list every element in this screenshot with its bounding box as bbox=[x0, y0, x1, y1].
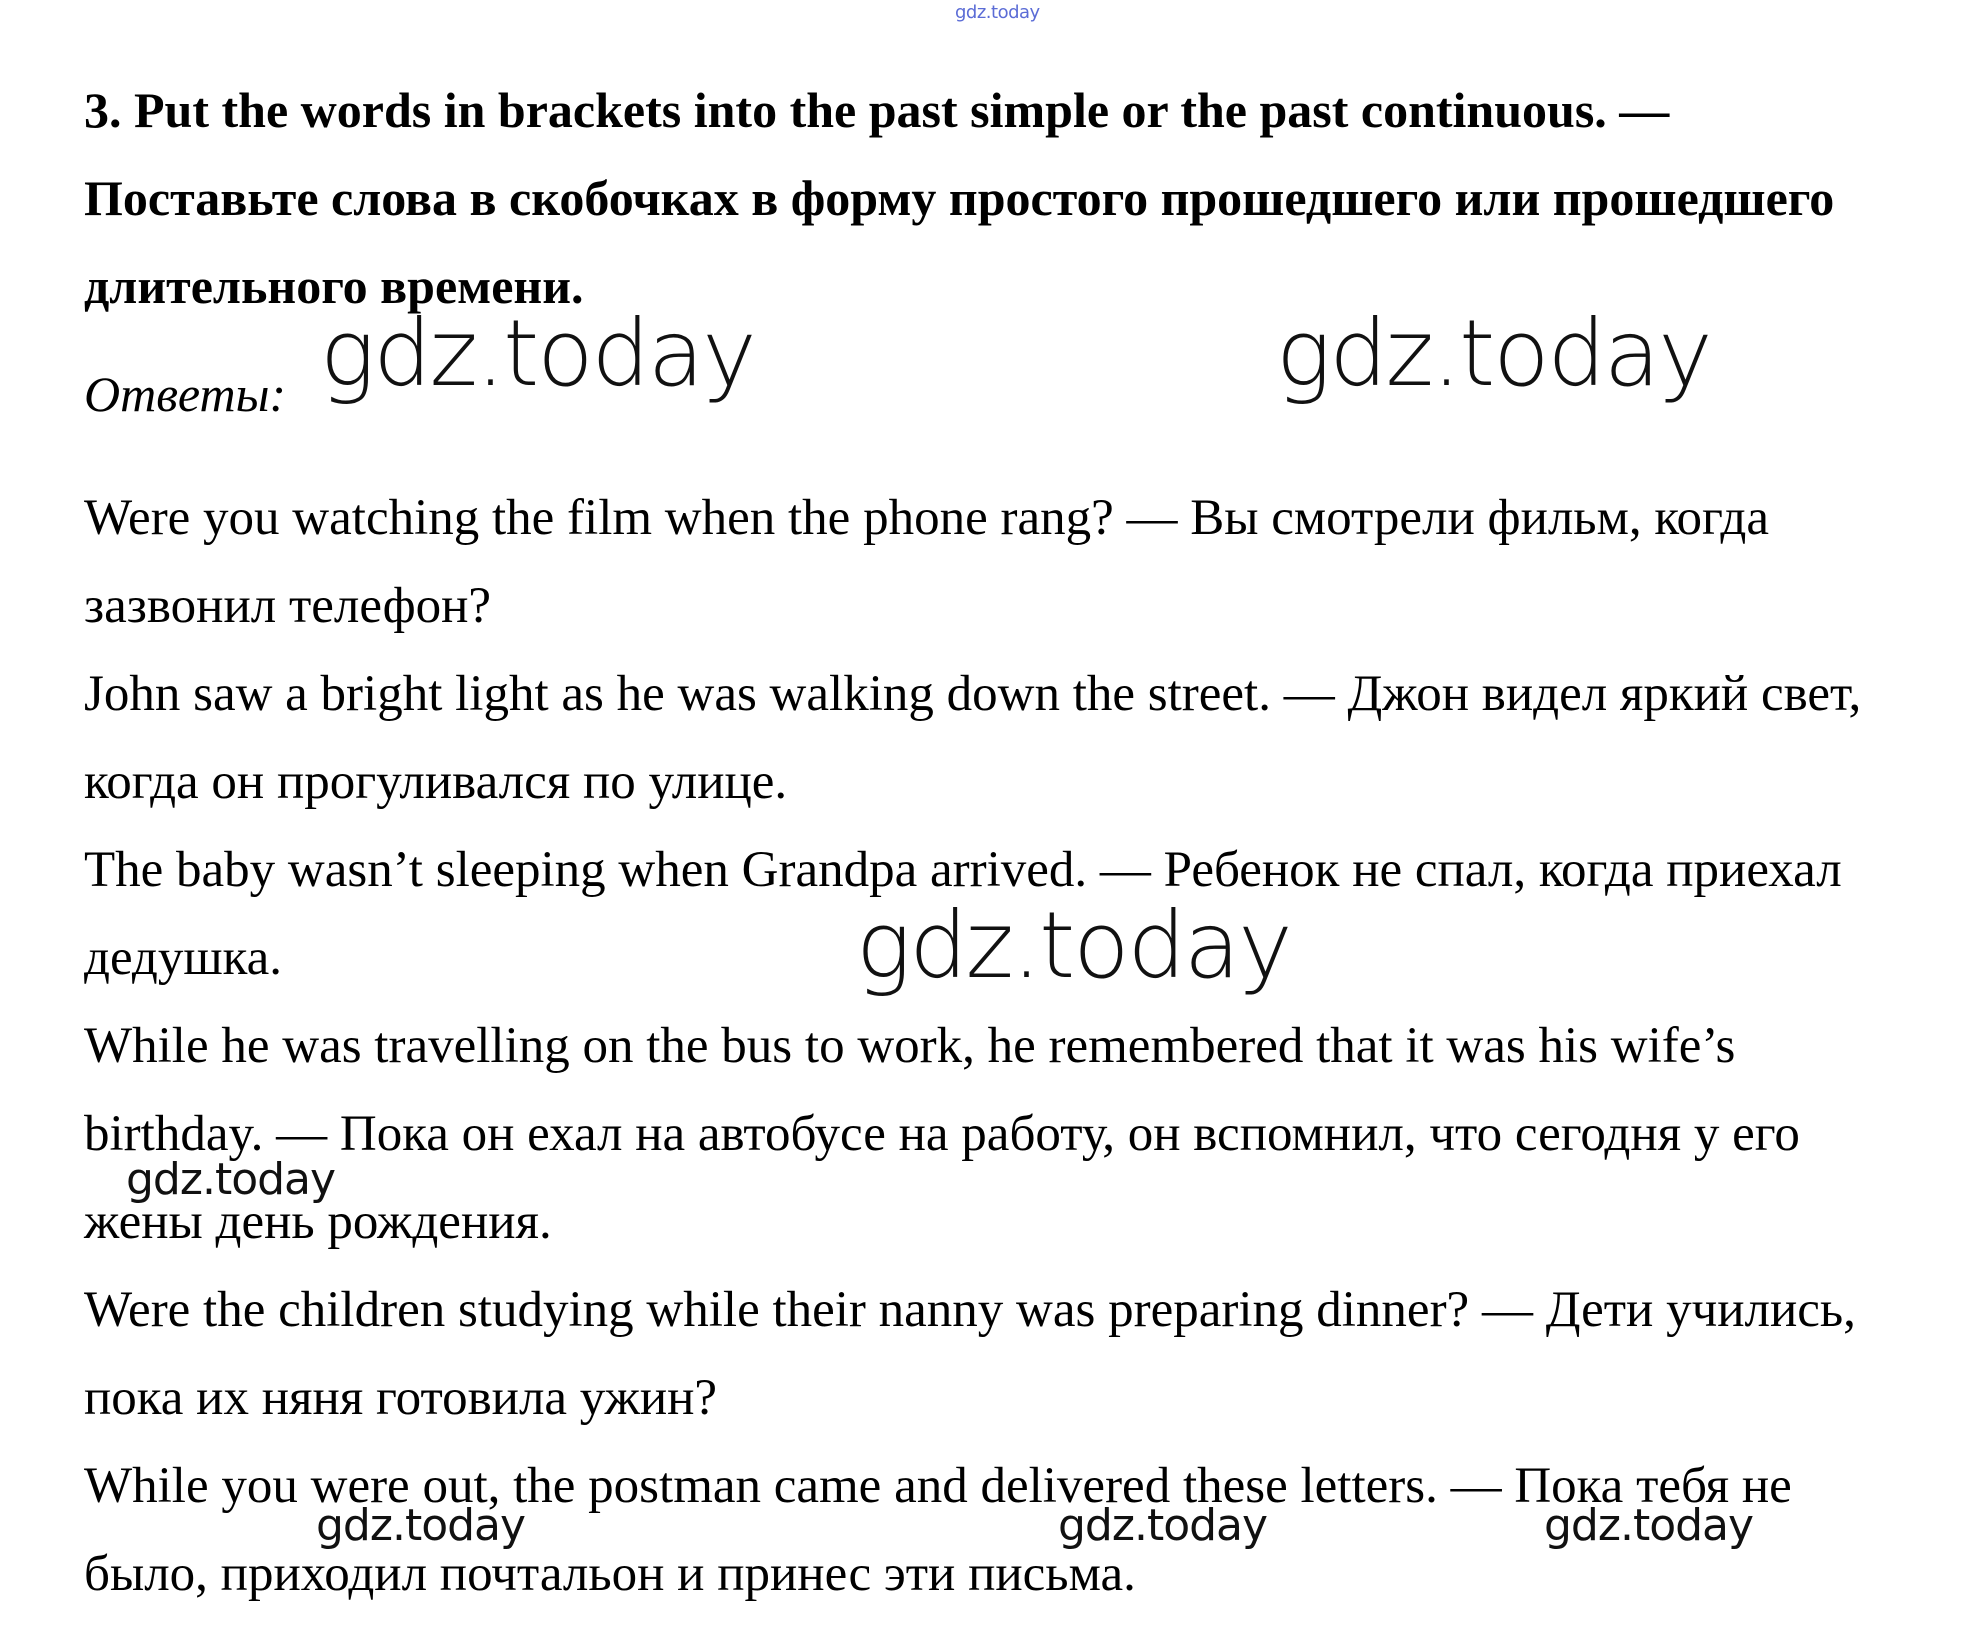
exercise-heading: 3. Put the words in brackets into the past simple or the past continuous. — Поставьте слова в скобочках в форму простого прошедшего или прошедшего длительного времени. bbox=[84, 82, 1835, 314]
watermark: gdz.today bbox=[316, 1500, 526, 1551]
watermark: gdz.today bbox=[126, 1154, 336, 1205]
top-watermark: gdz.today bbox=[955, 2, 1040, 23]
answer-item: Were you watching the film when the phone rang? — Вы смотрели фильм, когда зазвонил телефон? bbox=[84, 490, 1769, 634]
answer-item: While you were out, the postman came and delivered these letters. — Пока тебя не было, приходил почтальон и принес эти письма. bbox=[84, 1458, 1792, 1602]
answer-item: The baby wasn’t sleeping when Grandpa arrived. — Ребенок не спал, когда приехал дедушка. bbox=[84, 842, 1842, 986]
watermark: gdz.today bbox=[856, 892, 1291, 999]
answer-item: John saw a bright light as he was walking down the street. — Джон видел яркий свет, когда он прогуливался по улице. bbox=[84, 666, 1862, 810]
answer-item: While he was travelling on the bus to work, he remembered that it was his wife’s birthday. — Пока он ехал на автобусе на работу, он вспомнил, что сегодня у его жены день рождения. bbox=[84, 1018, 1800, 1250]
answer-item: Were the children studying while their nanny was preparing dinner? — Дети учились, пока их няня готовила ужин? bbox=[84, 1282, 1856, 1426]
watermark: gdz.today bbox=[1544, 1500, 1754, 1551]
watermark: gdz.today bbox=[320, 300, 755, 407]
answers-list bbox=[84, 474, 1884, 1618]
answers-label: Ответы: bbox=[84, 366, 287, 422]
watermark: gdz.today bbox=[1276, 300, 1711, 407]
watermark: gdz.today bbox=[1058, 1500, 1268, 1551]
